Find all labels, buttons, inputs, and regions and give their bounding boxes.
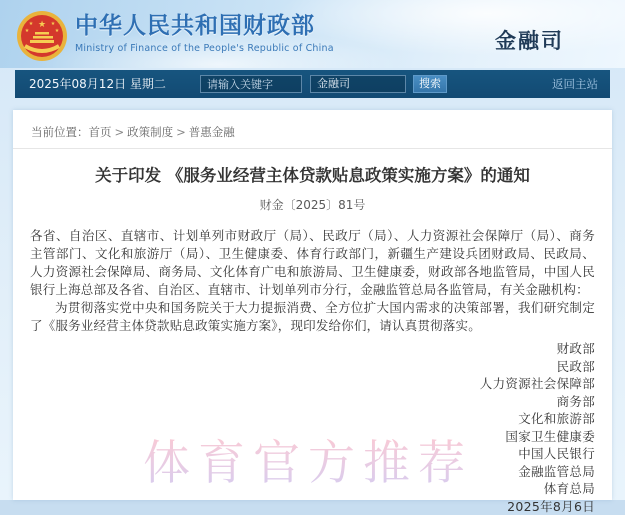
svg-text:★: ★ — [29, 21, 34, 27]
signatory: 国家卫生健康委 — [13, 428, 595, 446]
document-number: 财金〔2025〕81号 — [13, 196, 612, 213]
signatory: 商务部 — [13, 393, 595, 411]
search-button[interactable]: 搜索 — [413, 75, 447, 93]
signatory: 人力资源社会保障部 — [13, 375, 595, 393]
department-name: 金融司 — [495, 25, 564, 55]
signatory: 文化和旅游部 — [13, 410, 595, 428]
signature-date: 2025年8月6日 — [13, 498, 595, 515]
svg-text:★: ★ — [25, 28, 30, 34]
signatory: 民政部 — [13, 358, 595, 376]
breadcrumb-inclusive-finance[interactable]: 普惠金融 — [189, 125, 235, 139]
current-date: 2025年08月12日 星期二 — [29, 70, 166, 98]
svg-text:★: ★ — [51, 21, 56, 27]
search-input[interactable] — [200, 75, 302, 93]
breadcrumb-label: 当前位置： — [31, 125, 89, 139]
breadcrumb — [13, 110, 612, 149]
svg-text:★: ★ — [55, 28, 60, 34]
signatory: 财政部 — [13, 340, 595, 358]
search-scope-select[interactable]: 金融司 — [310, 75, 406, 93]
breadcrumb-policy[interactable]: 政策制度 — [127, 125, 173, 139]
site-title-en: Ministry of Finance of the People's Republic of China — [75, 43, 334, 54]
site-title-cn: 中华人民共和国财政部 — [75, 11, 334, 41]
breadcrumb-separator: > — [176, 125, 186, 139]
breadcrumb-separator: > — [115, 125, 125, 139]
national-emblem-icon — [16, 10, 68, 62]
back-to-main-site-link[interactable]: 返回主站 — [552, 70, 598, 98]
site-title — [75, 8, 334, 54]
navbar — [15, 70, 610, 98]
paragraph-addressees: 各省、自治区、直辖市、计划单列市财政厅（局）、民政厅（局）、人力资源社会保障厅（局）、商务主管部门、文化和旅游厅（局）、卫生健康委、体育行政部门，新疆生产建设兵团财政局、民政局、人力资源社会保障局、商务局、文化体育广电和旅游局、卫生健康委，财政部各地监管局，中国人民银行上海总部及各省、自治区、直辖市、计划单列市分行，金融监管总局各监管局，有关金融机构： — [30, 227, 595, 299]
paragraph-body: 为贯彻落实党中央和国务院关于大力提振消费、全方位扩大国内需求的决策部署，我们研究制定了《服务业经营主体贷款贴息政策实施方案》，现印发给你们，请认真贯彻落实。 — [30, 299, 595, 335]
signatory: 中国人民银行 — [13, 445, 595, 463]
site-logo[interactable] — [16, 8, 334, 62]
signatory: 体育总局 — [13, 480, 595, 498]
signatory: 金融监管总局 — [13, 463, 595, 481]
site-header — [0, 0, 625, 68]
breadcrumb-home[interactable]: 首页 — [89, 125, 112, 139]
document-title: 关于印发 《服务业经营主体贷款贴息政策实施方案》的通知 — [43, 165, 582, 187]
content-panel — [13, 110, 612, 500]
signature-block — [13, 340, 612, 515]
svg-text:★: ★ — [38, 20, 46, 30]
